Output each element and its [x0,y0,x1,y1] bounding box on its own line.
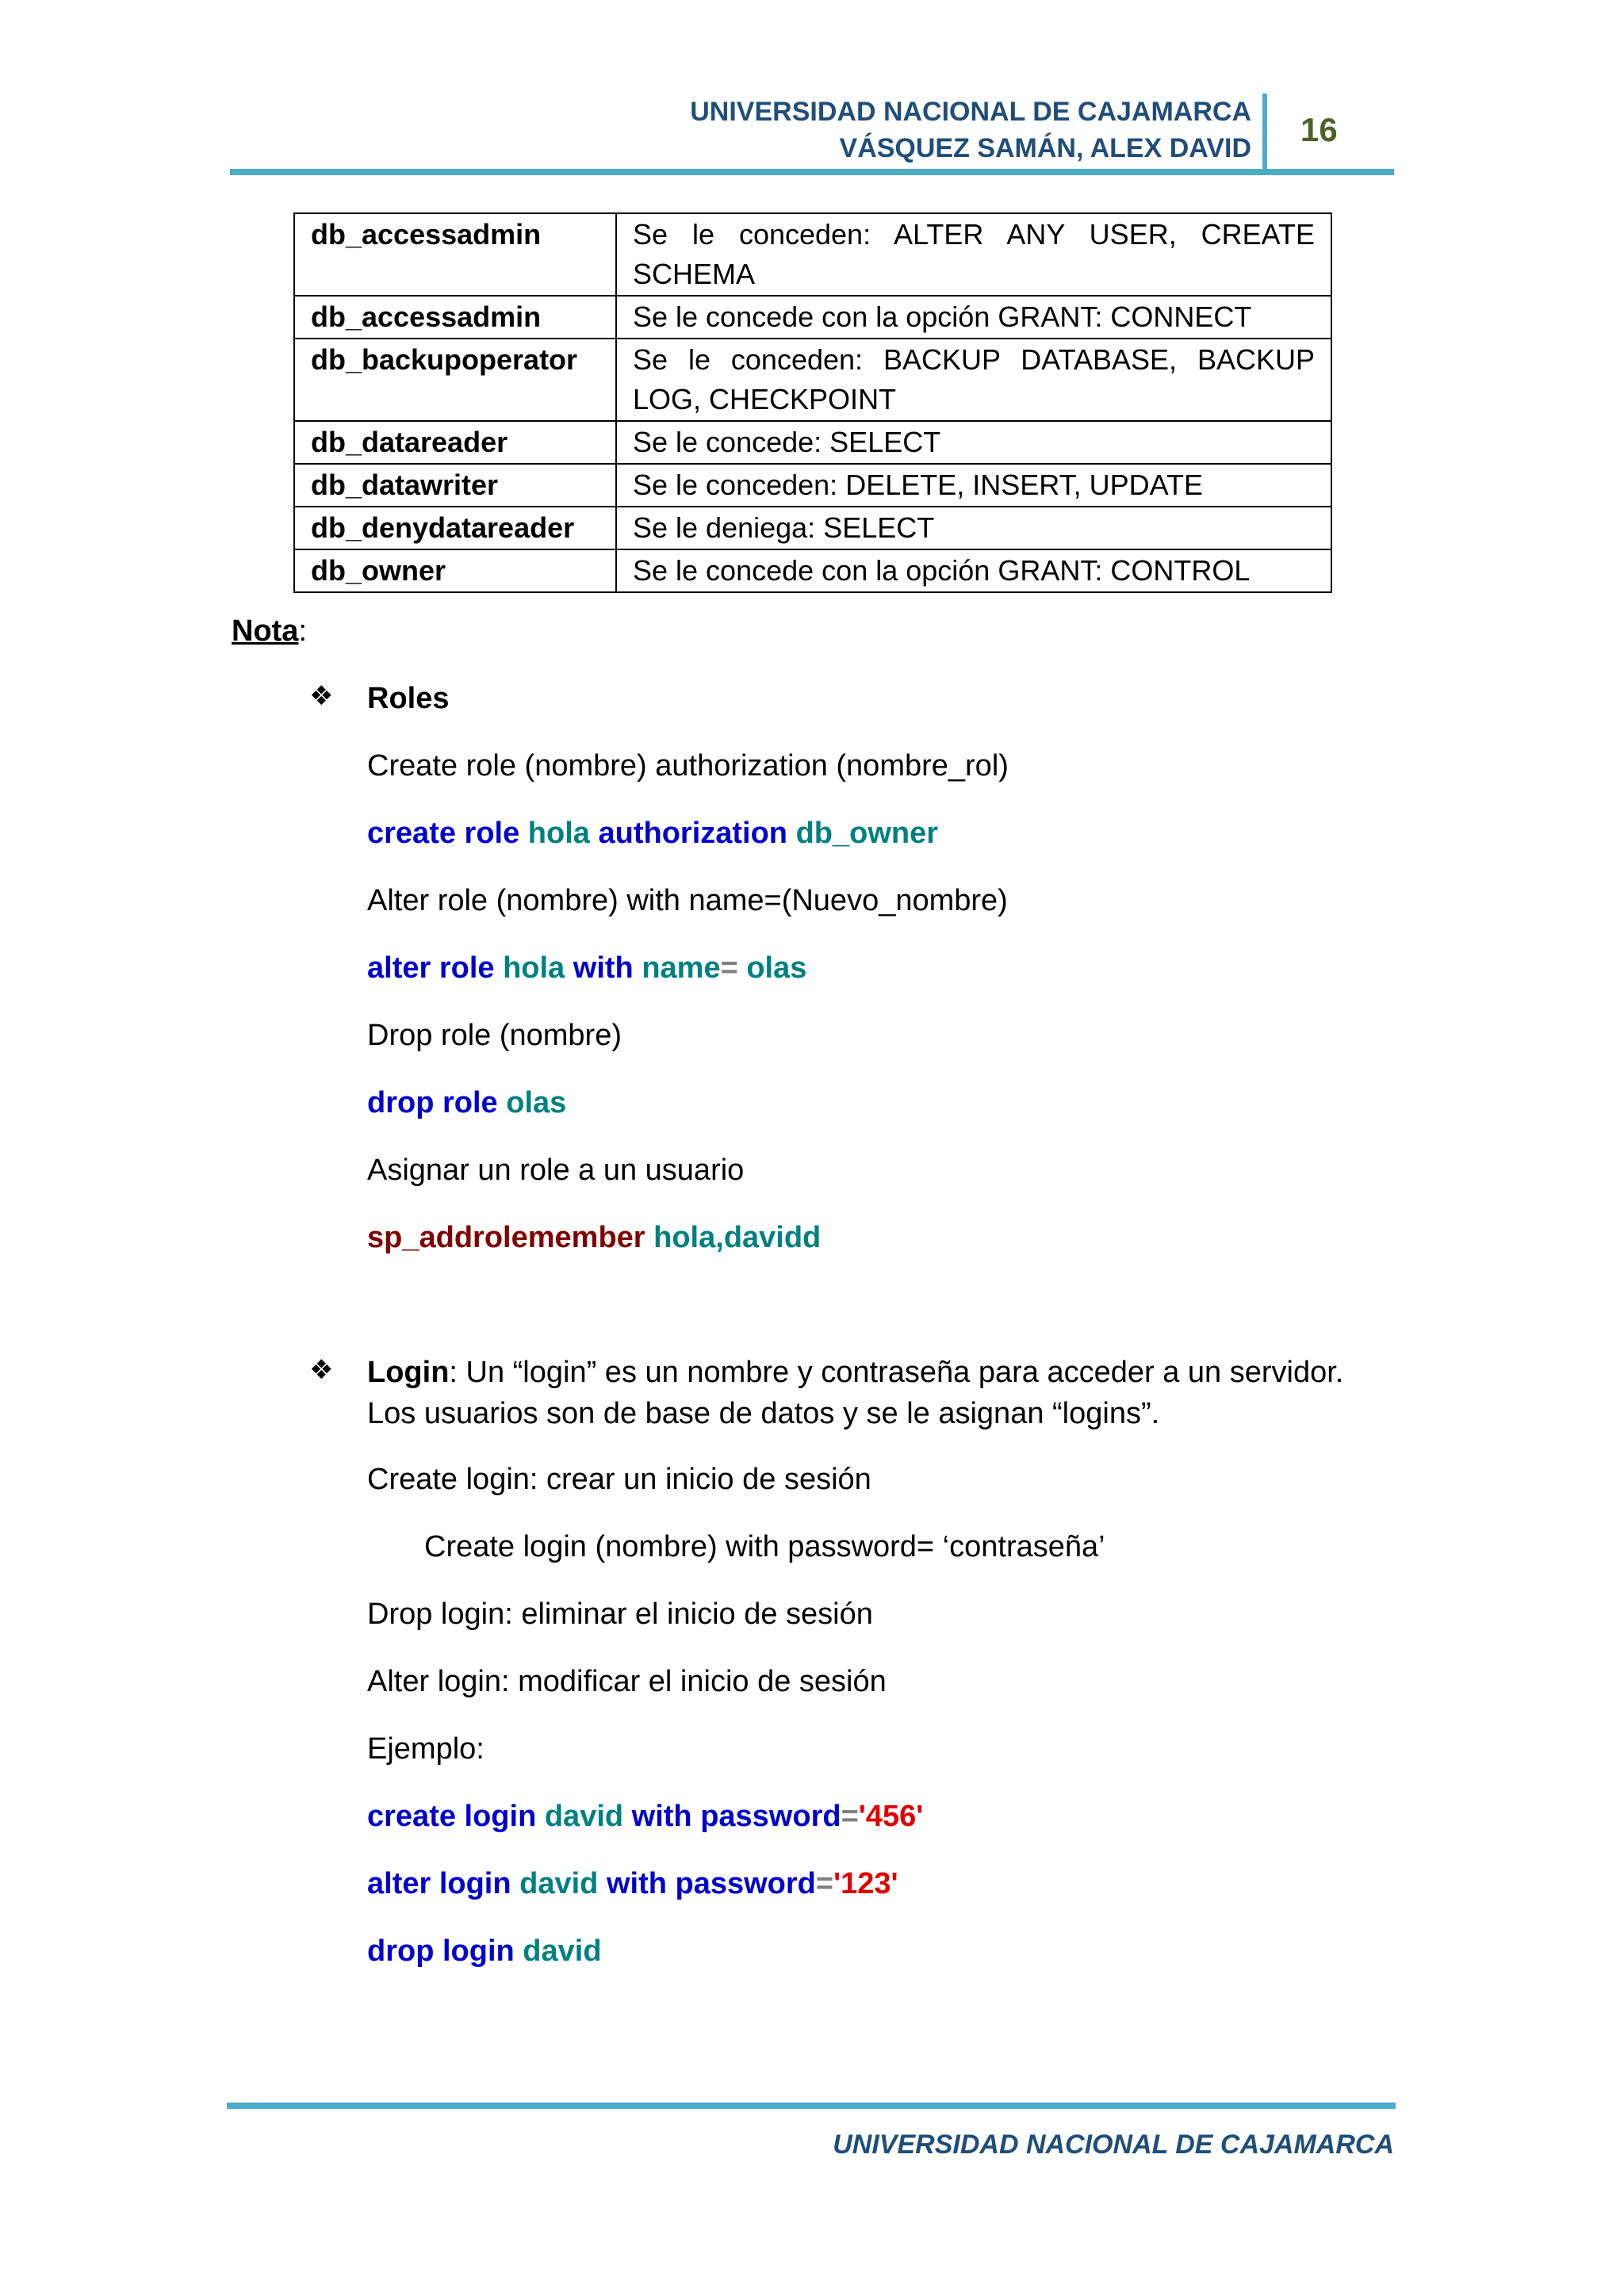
drop-role-syntax: Drop role (nombre) [367,1019,622,1052]
alter-role-code: alter role hola with name= olas [367,951,807,985]
role-cell: db_owner [294,549,616,592]
roles-title: Roles [367,682,450,715]
nota-label: Nota [232,614,299,648]
page-header [690,94,1251,166]
description-cell: Se le conceden: BACKUP DATABASE, BACKUP LOG, CHECKPOINT [616,339,1331,421]
footer-rule [227,2103,1396,2109]
assign-role-text: Asignar un role a un usuario [367,1154,745,1187]
footer-university: UNIVERSIDAD NACIONAL DE CAJAMARCA [833,2130,1394,2160]
header-university: UNIVERSIDAD NACIONAL DE CAJAMARCA [690,97,1251,127]
role-cell: db_datawriter [294,464,616,507]
nota-heading [232,610,307,652]
diamond-bullet-icon: ❖ [309,681,334,711]
alter-login-code: alter login david with password='123' [367,1867,898,1900]
table-row [294,421,1331,464]
create-role-syntax: Create role (nombre) authorization (nombre_rol) [367,749,1009,783]
login-description: Login: Un “login” es un nombre y contraseña para acceder a un servidor. Los usuarios son de base de datos y se le asignan “logins”. [367,1356,1344,1430]
table-row [294,507,1331,549]
header-rule [230,169,1394,175]
role-cell: db_accessadmin [294,296,616,339]
description-cell: Se le concede con la opción GRANT: CONTROL [616,549,1331,592]
header-author: VÁSQUEZ SAMÁN, ALEX DAVID [839,133,1251,163]
table-row [294,339,1331,421]
table-row [294,549,1331,592]
create-login-text: Create login: crear un inicio de sesión [367,1463,871,1496]
drop-login-code: drop login david [367,1934,602,1968]
table-row [294,213,1331,296]
assign-role-code: sp_addrolemember hola,davidd [367,1221,822,1254]
description-cell: Se le deniega: SELECT [616,507,1331,549]
role-cell: db_datareader [294,421,616,464]
drop-login-text: Drop login: eliminar el inicio de sesión [367,1598,873,1631]
table-row [294,464,1331,507]
create-login-syntax: Create login (nombre) with password= ‘contraseña’ [424,1530,1105,1563]
role-cell: db_accessadmin [294,213,616,296]
create-role-code: create role hola authorization db_owner [367,817,939,850]
role-cell: db_backupoperator [294,339,616,421]
description-cell: Se le conceden: DELETE, INSERT, UPDATE [616,464,1331,507]
create-login-code: create login david with password='456' [367,1800,924,1833]
description-cell: Se le conceden: ALTER ANY USER, CREATE SCHEMA [616,213,1331,296]
nota-colon: : [298,614,308,648]
roles-permissions-table [293,212,1332,593]
description-cell: Se le concede: SELECT [616,421,1331,464]
example-label: Ejemplo: [367,1732,485,1766]
diamond-bullet-icon: ❖ [309,1355,334,1385]
alter-login-text: Alter login: modificar el inicio de sesión [367,1665,887,1698]
table-row [294,296,1331,339]
alter-role-syntax: Alter role (nombre) with name=(Nuevo_nombre) [367,884,1008,917]
login-title: Login [367,1356,450,1389]
page-number: 16 [1300,111,1338,148]
header-divider [1262,94,1267,173]
description-cell: Se le concede con la opción GRANT: CONNECT [616,296,1331,339]
drop-role-code: drop role olas [367,1086,567,1119]
role-cell: db_denydatareader [294,507,616,549]
